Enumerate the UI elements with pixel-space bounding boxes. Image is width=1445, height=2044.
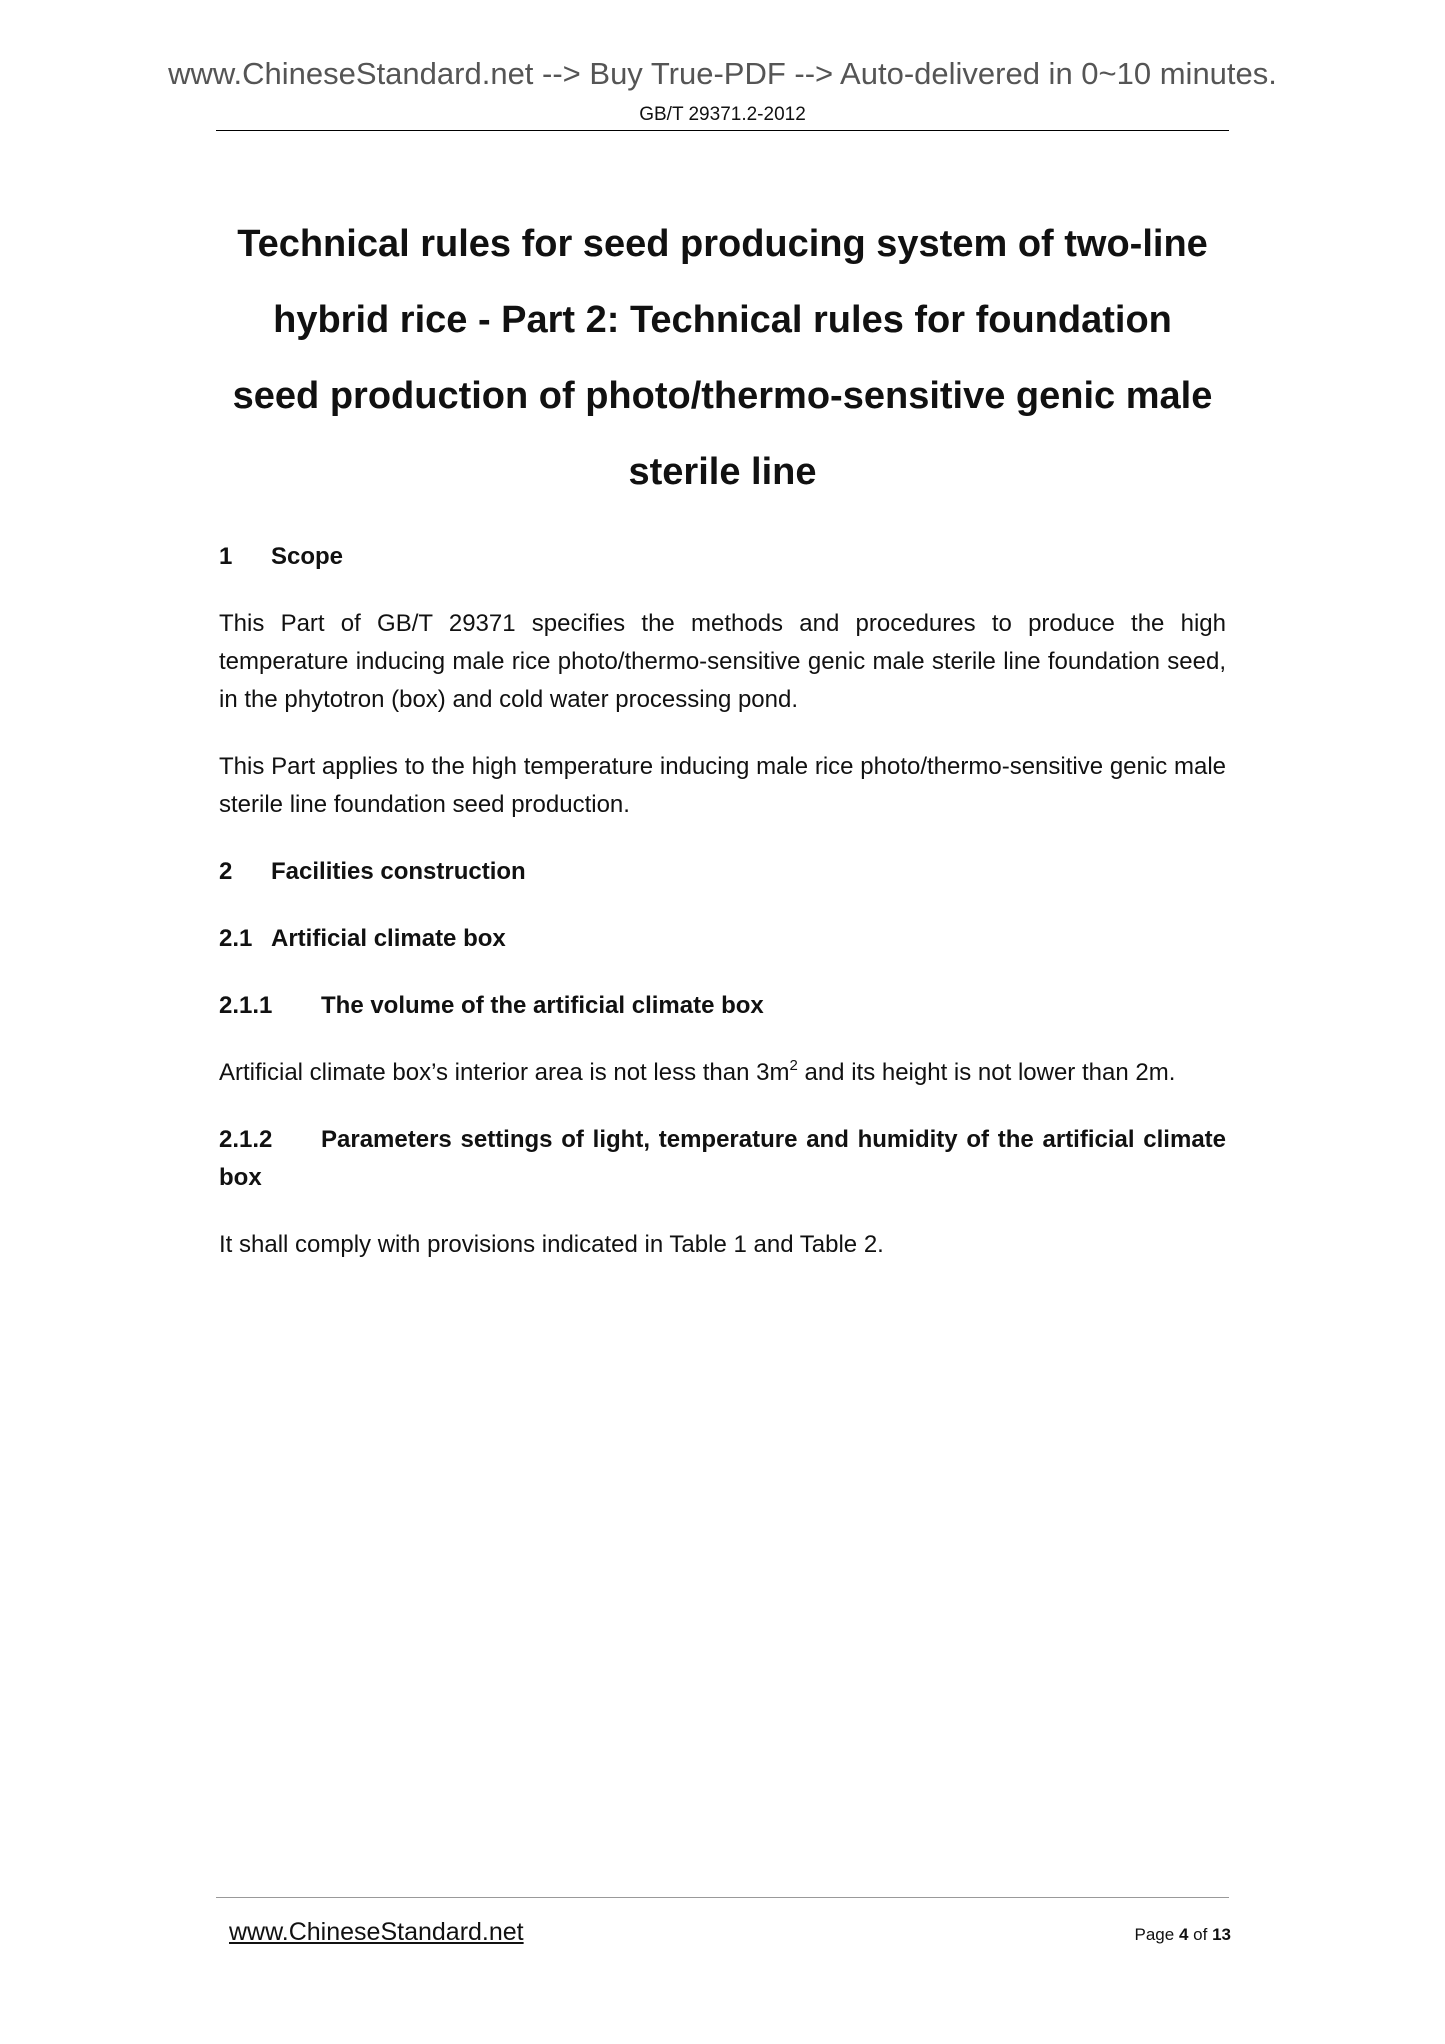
section-2-1-1-title: The volume of the artificial climate box <box>321 992 764 1019</box>
title-line-4: sterile line <box>628 451 817 493</box>
page-number: 4 <box>1178 1925 1189 1944</box>
section-2-1-2-number: 2.1.2 <box>219 1126 273 1153</box>
header-divider <box>216 130 1229 131</box>
document-code: GB/T 29371.2-2012 <box>639 104 806 125</box>
section-1-paragraph-2: This Part applies to the high temperature inducing male rice photo/thermo-sensitive genic male sterile line foundation seed production. <box>219 753 1226 818</box>
header-banner: www.ChineseStandard.net --> Buy True-PDF --> Auto-delivered in 0~10 minutes. <box>168 56 1277 91</box>
of-label: of <box>1193 1925 1208 1944</box>
title-line-3: seed production of photo/thermo-sensitive genic male <box>232 375 1213 417</box>
superscript-2: 2 <box>789 1057 798 1074</box>
section-2-1-heading <box>219 920 1226 958</box>
footer-website-link[interactable]: www.ChineseStandard.net <box>229 1918 524 1946</box>
section-2-1-2-paragraph: It shall comply with provisions indicated in Table 1 and Table 2. <box>219 1231 884 1258</box>
section-1-number: 1 <box>219 543 233 570</box>
title-line-1: Technical rules for seed producing system of two-line <box>237 223 1208 265</box>
section-2-1-number: 2.1 <box>219 925 253 952</box>
section-2-1-1-heading <box>219 987 1226 1025</box>
section-2-1-title: Artificial climate box <box>271 925 506 952</box>
section-2-title: Facilities construction <box>271 858 526 885</box>
document-body <box>219 538 1226 1264</box>
document-title <box>216 206 1229 510</box>
page-indicator <box>1135 1926 1231 1943</box>
area-text: Artificial climate box’s interior area is not less than 3m <box>219 1059 790 1086</box>
section-2-heading <box>219 853 1226 891</box>
section-2-1-2-heading <box>219 1121 1226 1197</box>
section-2-1-2-title: Parameters settings of light, temperature and humidity of the artificial climate box <box>219 1126 1226 1191</box>
section-1-heading <box>219 538 1226 576</box>
section-2-1-1-number: 2.1.1 <box>219 992 273 1019</box>
section-1-paragraph-1: This Part of GB/T 29371 specifies the methods and procedures to produce the high temperature inducing male rice photo/thermo-sensitive genic male sterile line foundation seed, in the phytotron (box) and cold water processing pond. <box>219 610 1226 713</box>
section-1-title: Scope <box>271 543 344 570</box>
page-total: 13 <box>1212 1925 1231 1944</box>
title-line-2: hybrid rice - Part 2: Technical rules for foundation <box>273 299 1172 341</box>
section-2-1-1-paragraph <box>219 1054 1226 1092</box>
section-2-number: 2 <box>219 858 233 885</box>
footer-divider <box>216 1897 1229 1898</box>
page-label: Page <box>1134 1925 1175 1944</box>
height-text: and its height is not lower than 2m. <box>797 1059 1176 1086</box>
